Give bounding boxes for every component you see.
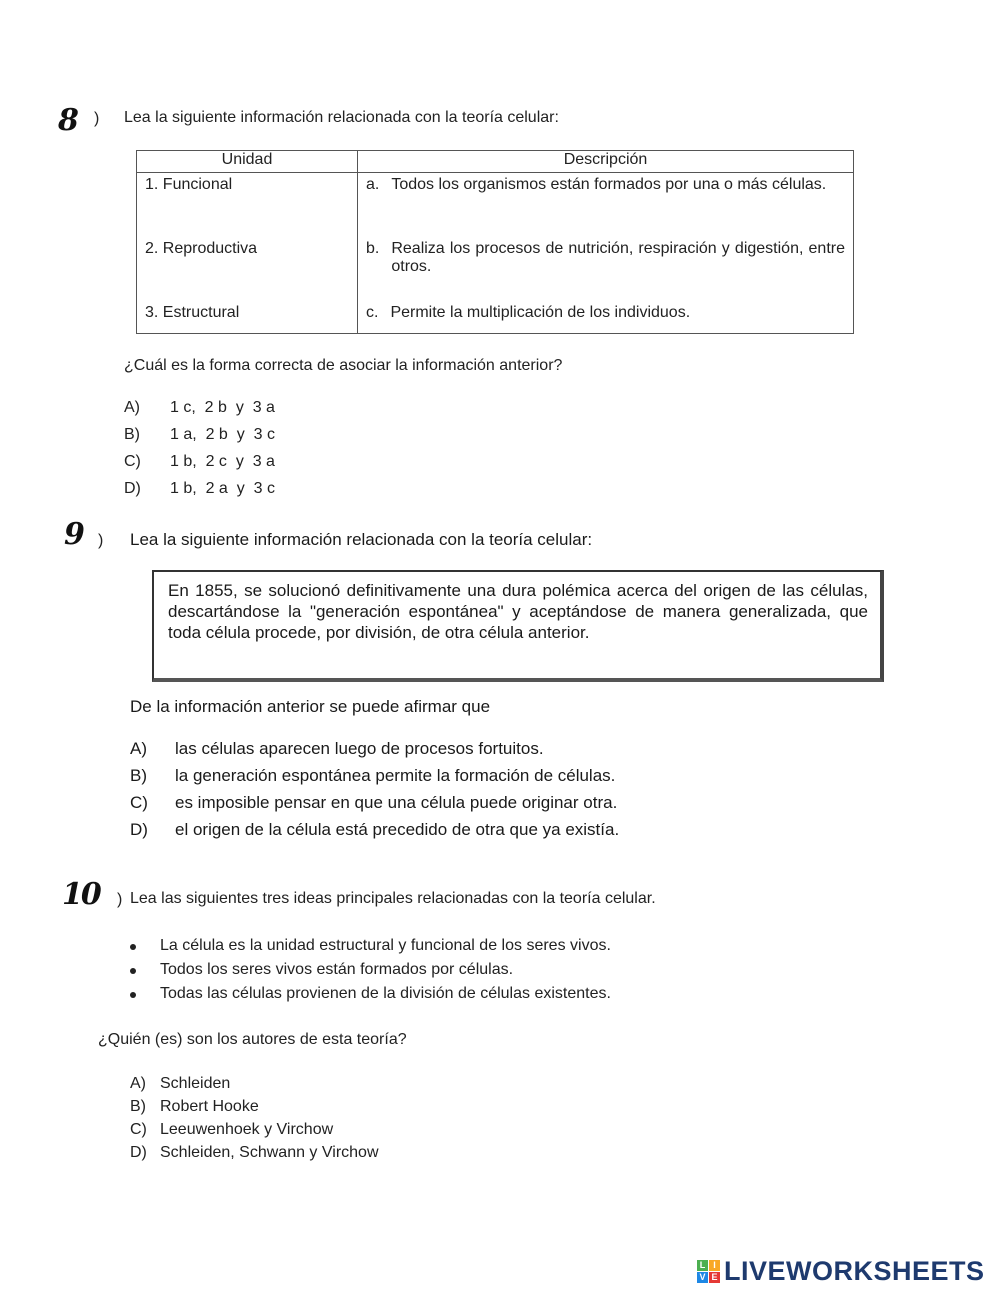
option-text[interactable]: el origen de la célula está precedido de otra que ya existía. <box>175 820 620 839</box>
option-label: C) <box>130 793 148 812</box>
option-text[interactable]: Leeuwenhoek y Virchow <box>160 1121 334 1138</box>
q8-prompt: Lea la siguiente información relacionada con la teoría celular: <box>124 109 559 126</box>
q9-question: De la información anterior se puede afirmar que <box>130 697 491 716</box>
q10-prompt: Lea las siguientes tres ideas principales relacionadas con la teoría celular. <box>130 890 656 907</box>
q10-number: 10 <box>62 877 100 912</box>
unit-cell: 3. Estructural <box>137 301 358 334</box>
desc-letter: a. <box>366 176 380 193</box>
option-text[interactable]: 1 b, 2 c y 3 a <box>170 453 275 470</box>
desc-text: Todos los organismos están formados por una o más células. <box>391 176 827 193</box>
q9-passage-box: En 1855, se solucionó definitivamente una dura polémica acerca del origen de las células, descartándose la "generación espontánea" y aceptándose de manera generalizada, que toda célula procede, por división, de otra célula anterior. <box>152 570 884 682</box>
option-text[interactable]: la generación espontánea permite la formación de células. <box>175 766 616 785</box>
option-text[interactable]: 1 c, 2 b y 3 a <box>170 399 275 416</box>
option-text[interactable]: las células aparecen luego de procesos fortuitos. <box>175 739 544 758</box>
logo-text: LIVEWORKSHEETS <box>724 1256 985 1286</box>
logo-tile: V <box>697 1272 708 1283</box>
bullet-text: La célula es la unidad estructural y funcional de los seres vivos. <box>160 937 611 954</box>
option-label: B) <box>130 766 147 785</box>
bullet-icon <box>130 992 136 998</box>
logo-tile: E <box>709 1272 720 1283</box>
option-label: D) <box>124 480 141 497</box>
option-label: A) <box>130 739 147 758</box>
desc-text: Realiza los procesos de nutrición, respiración y digestión, entre otros. <box>391 239 845 275</box>
q10-paren: ) <box>117 891 123 908</box>
option-label: B) <box>130 1098 146 1115</box>
q8-table <box>136 150 854 334</box>
table-header-unidad: Unidad <box>137 151 358 173</box>
desc-letter: c. <box>366 303 379 321</box>
option-text[interactable]: Robert Hooke <box>160 1098 259 1115</box>
unit-cell: 2. Reproductiva <box>137 237 358 301</box>
q9-paren: ) <box>98 532 104 549</box>
bullet-text: Todas las células provienen de la división de células existentes. <box>160 985 611 1002</box>
option-label: D) <box>130 820 148 839</box>
q9-prompt: Lea la siguiente información relacionada con la teoría celular: <box>130 530 593 549</box>
option-label: C) <box>130 1121 147 1138</box>
table-row <box>137 301 854 334</box>
liveworksheets-logo <box>697 1256 985 1287</box>
logo-tiles-icon <box>697 1260 720 1283</box>
option-label: A) <box>130 1075 146 1092</box>
table-row <box>137 237 854 301</box>
desc-text: Permite la multiplicación de los individuos. <box>390 303 691 321</box>
bullet-icon <box>130 968 136 974</box>
q8-paren: ) <box>94 110 100 127</box>
option-text[interactable]: 1 a, 2 b y 3 c <box>170 426 275 443</box>
table-row <box>137 173 854 237</box>
option-label: C) <box>124 453 141 470</box>
logo-tile: I <box>709 1260 720 1271</box>
desc-letter: b. <box>366 239 380 257</box>
q10-question: ¿Quién (es) son los autores de esta teoría? <box>98 1031 407 1048</box>
q9-number: 9 <box>64 517 85 552</box>
option-label: B) <box>124 426 140 443</box>
option-text[interactable]: Schleiden <box>160 1075 231 1092</box>
q8-question: ¿Cuál es la forma correcta de asociar la información anterior? <box>124 357 563 374</box>
option-label: D) <box>130 1144 147 1161</box>
table-header-descripcion: Descripción <box>358 151 854 173</box>
unit-cell: 1. Funcional <box>137 173 358 237</box>
q8-number: 8 <box>58 103 79 138</box>
logo-tile: L <box>697 1260 708 1271</box>
option-text[interactable]: es imposible pensar en que una célula puede originar otra. <box>175 793 618 812</box>
option-text[interactable]: Schleiden, Schwann y Virchow <box>160 1144 379 1161</box>
option-label: A) <box>124 399 140 416</box>
option-text[interactable]: 1 b, 2 a y 3 c <box>170 480 275 497</box>
bullet-text: Todos los seres vivos están formados por células. <box>160 961 514 978</box>
bullet-icon <box>130 944 136 950</box>
